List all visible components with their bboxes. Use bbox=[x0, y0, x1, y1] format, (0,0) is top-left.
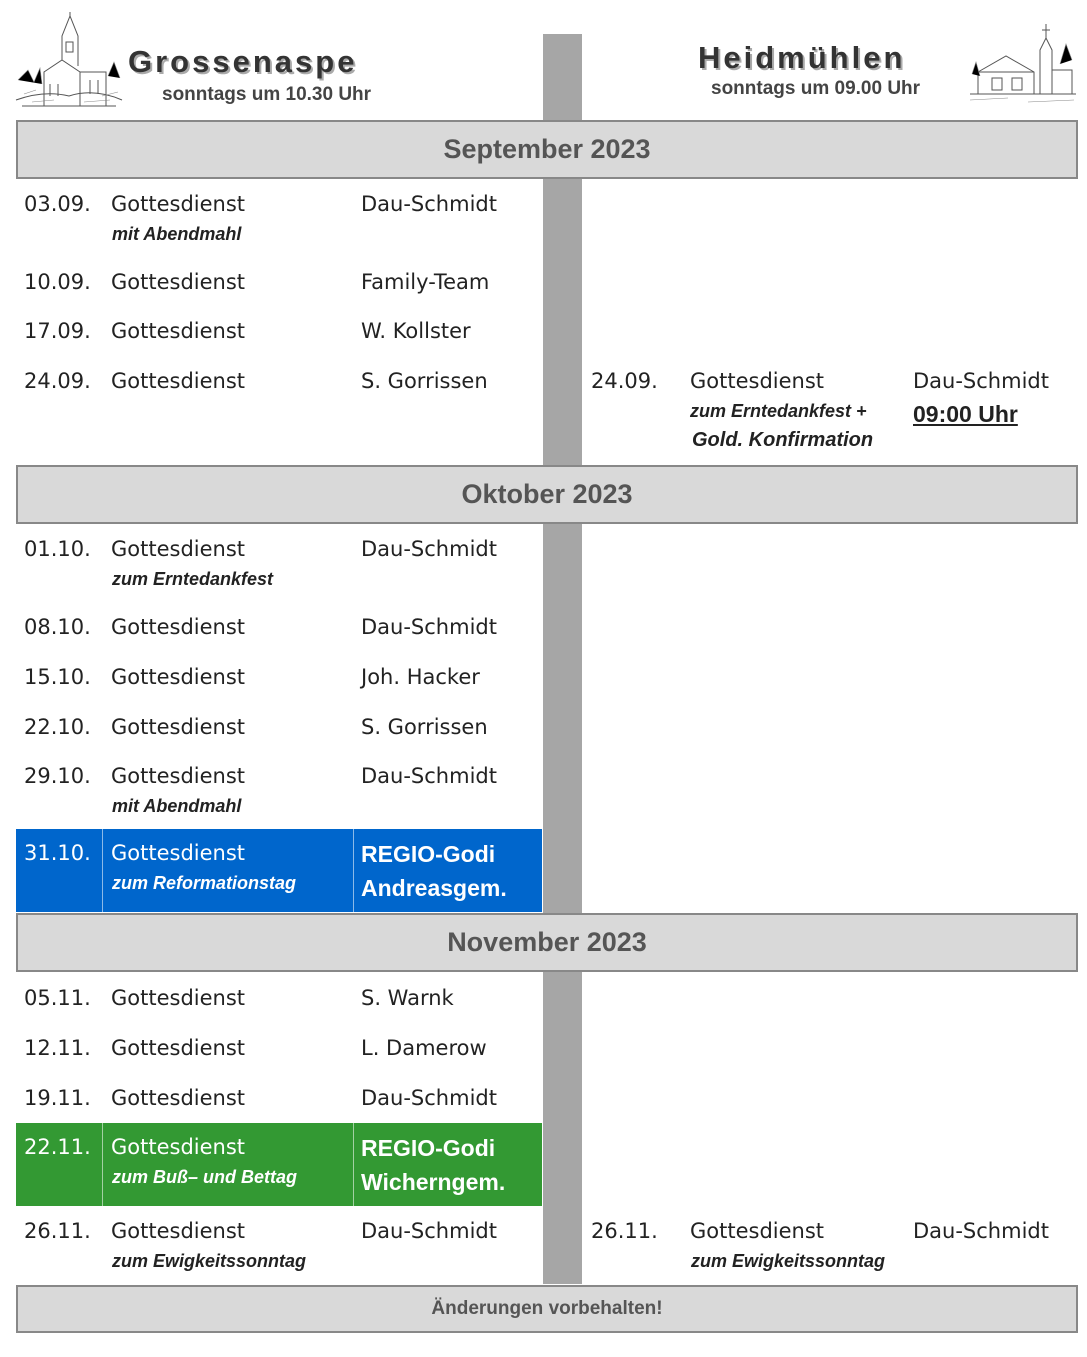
service-date: 29.10. bbox=[24, 764, 91, 788]
service-date: 31.10. bbox=[24, 841, 91, 865]
service-note: zum Erntedankfest bbox=[112, 569, 274, 589]
service-date: 19.11. bbox=[24, 1086, 91, 1110]
service-note-right: zum Erntedankfest + bbox=[690, 401, 867, 421]
church-heidmuehlen-image bbox=[968, 14, 1078, 106]
service-pastor: Joh. Hacker bbox=[361, 665, 480, 689]
service-note-right: zum Ewigkeitssonntag bbox=[691, 1251, 886, 1271]
service-note: zum Ewigkeitssonntag bbox=[112, 1251, 307, 1271]
service-title: Gottesdienst bbox=[111, 192, 246, 216]
service-title: Gottesdienst bbox=[111, 1135, 246, 1159]
service-date: 05.11. bbox=[24, 986, 91, 1010]
regio-service-row-reformation bbox=[16, 829, 542, 912]
service-row bbox=[16, 1207, 1080, 1283]
service-title: Gottesdienst bbox=[111, 270, 246, 294]
service-time-right: 09:00 Uhr bbox=[913, 401, 1018, 427]
service-title: Gottesdienst bbox=[111, 537, 246, 561]
service-row bbox=[16, 752, 1080, 828]
service-note-right: Gold. Konfirmation bbox=[692, 429, 874, 451]
service-date: 08.10. bbox=[24, 615, 91, 639]
service-date: 26.11. bbox=[24, 1219, 91, 1243]
grossenaspe-time: sonntags um 10.30 Uhr bbox=[162, 84, 372, 105]
service-pastor: Dau-Schmidt bbox=[361, 192, 497, 216]
service-pastor: Dau-Schmidt bbox=[361, 764, 497, 788]
service-pastor: S. Warnk bbox=[361, 986, 454, 1010]
service-note: zum Reformationstag bbox=[112, 873, 297, 893]
cell-separator bbox=[102, 829, 103, 912]
service-title: Gottesdienst bbox=[111, 841, 246, 865]
service-pastor: Dau-Schmidt bbox=[361, 615, 497, 639]
service-title: Gottesdienst bbox=[111, 319, 246, 343]
cell-separator bbox=[102, 1123, 103, 1206]
service-pastor-right: Dau-Schmidt bbox=[913, 1219, 1049, 1243]
footer-notice: Änderungen vorbehalten! bbox=[16, 1285, 1078, 1333]
service-title: Gottesdienst bbox=[111, 1086, 246, 1110]
service-pastor: L. Damerow bbox=[361, 1036, 487, 1060]
service-date: 01.10. bbox=[24, 537, 91, 561]
service-pastor: REGIO-Godi bbox=[361, 841, 496, 867]
service-row bbox=[16, 525, 1080, 601]
service-pastor: Dau-Schmidt bbox=[361, 1219, 497, 1243]
grossenaspe-title: Grossenaspe bbox=[128, 44, 358, 79]
service-note: zum Buß– und Bettag bbox=[112, 1167, 297, 1187]
service-title: Gottesdienst bbox=[111, 764, 246, 788]
cell-separator bbox=[353, 1123, 354, 1206]
cell-separator bbox=[353, 829, 354, 912]
service-title-right: Gottesdienst bbox=[690, 369, 825, 393]
service-title: Gottesdienst bbox=[111, 1219, 246, 1243]
service-row bbox=[16, 257, 1080, 306]
service-date: 12.11. bbox=[24, 1036, 91, 1060]
service-date: 22.11. bbox=[24, 1135, 91, 1159]
service-title-right: Gottesdienst bbox=[690, 1219, 825, 1243]
service-pastor-right: Dau-Schmidt bbox=[913, 369, 1049, 393]
service-date: 17.09. bbox=[24, 319, 91, 343]
service-row bbox=[16, 180, 1080, 256]
month-header-september: September 2023 bbox=[16, 120, 1078, 179]
service-row bbox=[16, 357, 1080, 463]
service-pastor: S. Gorrissen bbox=[361, 715, 488, 739]
service-title: Gottesdienst bbox=[111, 715, 246, 739]
service-row bbox=[16, 702, 1080, 751]
service-note: mit Abendmahl bbox=[112, 796, 242, 816]
service-row bbox=[16, 1073, 1080, 1122]
service-date: 15.10. bbox=[24, 665, 91, 689]
service-pastor: S. Gorrissen bbox=[361, 369, 488, 393]
service-row bbox=[16, 1023, 1080, 1072]
heidmuehlen-title: Heidmühlen bbox=[698, 40, 906, 75]
service-title: Gottesdienst bbox=[111, 986, 246, 1010]
service-title: Gottesdienst bbox=[111, 615, 246, 639]
service-row bbox=[16, 973, 1080, 1022]
service-row bbox=[16, 602, 1080, 651]
service-title: Gottesdienst bbox=[111, 665, 246, 689]
service-congregation: Andreasgem. bbox=[361, 875, 507, 901]
service-date-right: 24.09. bbox=[591, 369, 658, 393]
service-pastor: W. Kollster bbox=[361, 319, 471, 343]
month-header-oktober: Oktober 2023 bbox=[16, 465, 1078, 524]
service-title: Gottesdienst bbox=[111, 1036, 246, 1060]
heidmuehlen-time: sonntags um 09.00 Uhr bbox=[711, 78, 921, 99]
service-pastor: Family-Team bbox=[361, 270, 490, 294]
service-title: Gottesdienst bbox=[111, 369, 246, 393]
service-congregation: Wicherngem. bbox=[361, 1169, 506, 1195]
month-header-november: November 2023 bbox=[16, 913, 1078, 972]
service-pastor: Dau-Schmidt bbox=[361, 1086, 497, 1110]
service-date-right: 26.11. bbox=[591, 1219, 658, 1243]
service-date: 03.09. bbox=[24, 192, 91, 216]
service-row bbox=[16, 652, 1080, 701]
service-date: 22.10. bbox=[24, 715, 91, 739]
regio-service-row-busstag bbox=[16, 1123, 542, 1206]
service-date: 10.09. bbox=[24, 270, 91, 294]
service-note: mit Abendmahl bbox=[112, 224, 242, 244]
service-pastor: REGIO-Godi bbox=[361, 1135, 496, 1161]
church-grossenaspe-image bbox=[14, 10, 124, 114]
service-row bbox=[16, 307, 1080, 356]
service-pastor: Dau-Schmidt bbox=[361, 537, 497, 561]
service-date: 24.09. bbox=[24, 369, 91, 393]
